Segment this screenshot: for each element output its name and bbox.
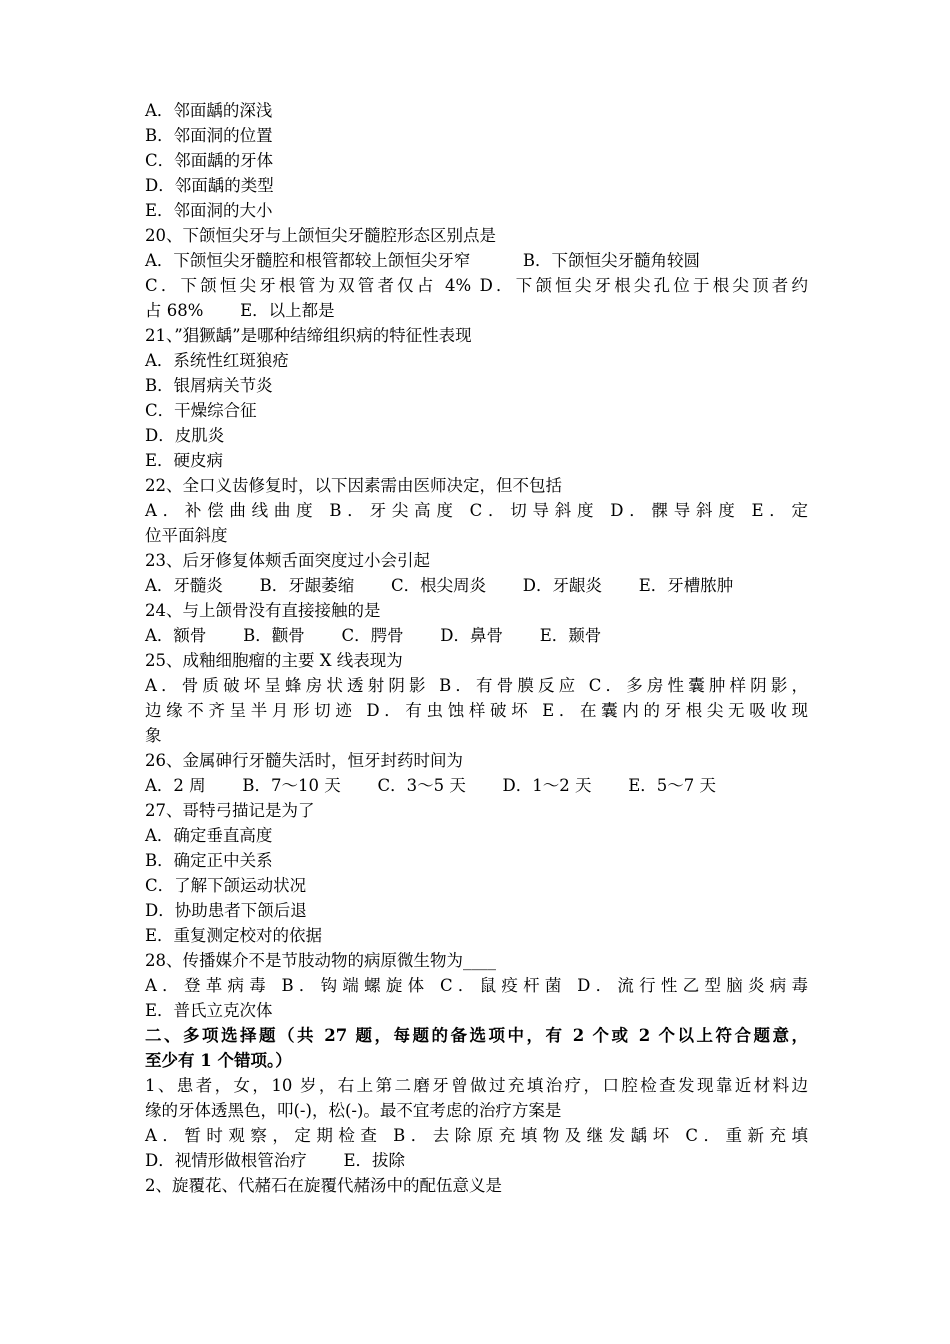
text-line: 二、多项选择题（共 27 题，每题的备选项中，有 2 个或 2 个以上符合题意，: [145, 1026, 808, 1045]
text-line: 象: [145, 726, 162, 745]
text-line: B．邻面洞的位置: [145, 126, 273, 145]
text-line: 24、与上颌骨没有直接接触的是: [145, 601, 381, 620]
text-line: D．邻面龋的类型: [145, 176, 274, 195]
text-line: E．普氏立克次体: [145, 1001, 273, 1020]
text-line: A．补偿曲线曲度 B．牙尖高度 C．切导斜度 D．髁导斜度 E．定: [145, 501, 808, 520]
text-line: A．下颌恒尖牙髓腔和根管都较上颌恒尖牙窄 B．下颌恒尖牙髓角较圆: [145, 251, 700, 270]
text-line: A．确定垂直高度: [145, 826, 273, 845]
text-line: 22、全口义齿修复时，以下因素需由医师决定，但不包括: [145, 476, 562, 495]
text-line: A．暂时观察，定期检查 B．去除原充填物及继发龋坏 C．重新充填: [145, 1126, 808, 1145]
text-line: A．系统性红斑狼疮: [145, 351, 289, 370]
text-line: D．视情形做根管治疗 E．拔除: [145, 1151, 405, 1170]
text-line: B．确定正中关系: [145, 851, 273, 870]
text-line: C．了解下颌运动状况: [145, 876, 307, 895]
text-line: 26、金属砷行牙髓失活时，恒牙封药时间为: [145, 751, 463, 770]
text-line: E．硬皮病: [145, 451, 224, 470]
text-line: E．重复测定校对的依据: [145, 926, 323, 945]
text-line: 2、旋覆花、代赭石在旋覆代赭汤中的配伍意义是: [145, 1176, 502, 1195]
text-line: C．干燥综合征: [145, 401, 257, 420]
text-line: 缘的牙体透黑色，叩(-)，松(-)。最不宜考虑的治疗方案是: [145, 1101, 562, 1120]
text-line: 25、成釉细胞瘤的主要 X 线表现为: [145, 651, 403, 670]
text-line: A．登革病毒 B．钩端螺旋体 C．鼠疫杆菌 D．流行性乙型脑炎病毒: [145, 976, 808, 995]
text-line: 20、下颌恒尖牙与上颌恒尖牙髓腔形态区别点是: [145, 226, 496, 245]
text-line: 27、哥特弓描记是为了: [145, 801, 315, 820]
text-line: A．邻面龋的深浅: [145, 101, 273, 120]
text-line: D．协助患者下颌后退: [145, 901, 307, 920]
document-page: [145, 98, 808, 1198]
text-line: A．牙髓炎 B．牙龈萎缩 C．根尖周炎 D．牙龈炎 E．牙槽脓肿: [145, 576, 734, 595]
text-line: B．银屑病关节炎: [145, 376, 273, 395]
text-line: A．2 周 B．7～10 天 C．3～5 天 D．1～2 天 E．5～7 天: [145, 776, 716, 795]
text-line: D．皮肌炎: [145, 426, 225, 445]
text-line: 28、传播媒介不是节肢动物的病原微生物为____: [145, 951, 496, 970]
text-line: C．邻面龋的牙体: [145, 151, 274, 170]
text-line: 1、患者，女，10 岁，右上第二磨牙曾做过充填治疗，口腔检查发现靠近材料边: [145, 1076, 808, 1095]
text-line: 21、”猖獗龋”是哪种结缔组织病的特征性表现: [145, 326, 472, 345]
text-line: A．额骨 B．颧骨 C．腭骨 D．鼻骨 E．颞骨: [145, 626, 602, 645]
text-line: 占 68% E．以上都是: [145, 301, 335, 320]
text-line: 位平面斜度: [145, 526, 228, 545]
text-line: 边缘不齐呈半月形切迹 D．有虫蚀样破坏 E．在囊内的牙根尖无吸收现: [145, 701, 808, 720]
text-line: 23、后牙修复体颊舌面突度过小会引起: [145, 551, 430, 570]
text-line: C．下颌恒尖牙根管为双管者仅占 4% D．下颌恒尖牙根尖孔位于根尖顶者约: [145, 276, 808, 295]
text-line: 至少有 1 个错项。）: [145, 1051, 292, 1070]
text-line: A．骨质破坏呈蜂房状透射阴影 B．有骨膜反应 C．多房性囊肿样阴影，: [145, 676, 808, 695]
text-line: E．邻面洞的大小: [145, 201, 273, 220]
